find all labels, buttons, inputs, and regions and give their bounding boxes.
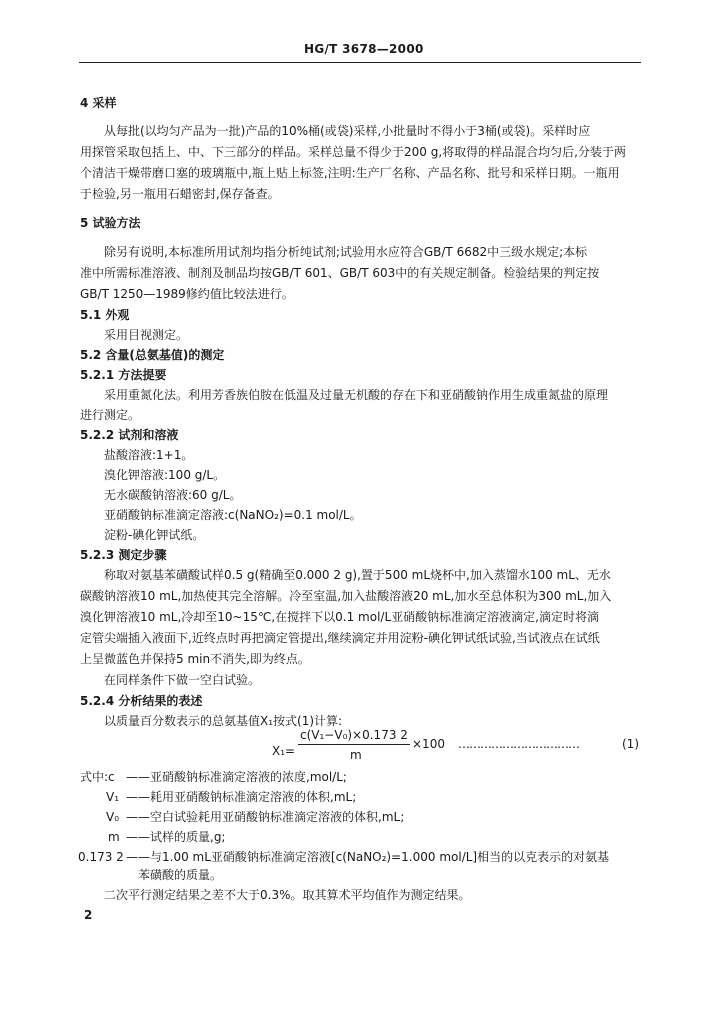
section-4-line: 于检验,另一瓶用石蜡密封,保存备查。: [80, 187, 280, 201]
section-5-title: 5 试验方法: [80, 216, 141, 230]
where-continuation: 苯磺酸的质量。: [138, 868, 223, 882]
reagent-item: 亚硝酸钠标准滴定溶液:c(NaNO₂)=0.1 mol/L。: [104, 508, 362, 522]
section-5-intro-line: GB/T 1250—1989修约值比较法进行。: [80, 287, 294, 301]
section-5-2-1-line: 采用重氮化法。利用芳香族伯胺在低温及过量无机酸的存在下和亚硝酸钠作用生成重氮盐的原理: [104, 388, 609, 402]
procedure-line: 上呈微蓝色并保持5 min不消失,即为终点。: [80, 652, 310, 666]
procedure-line: 称取对氨基苯磺酸试样0.5 g(精确至0.000 2 g),置于500 mL烧杯中,加入蒸馏水100 mL、无水: [104, 568, 611, 582]
reagent-item: 盐酸溶液:1+1。: [104, 448, 194, 462]
reagent-item: 溴化钾溶液:100 g/L。: [104, 468, 226, 482]
where-description: ——试样的质量,g;: [126, 830, 226, 844]
formula-fraction-bar: [298, 744, 410, 745]
where-symbol: 式中:c: [80, 770, 115, 784]
final-note: 二次平行测定结果之差不大于0.3%。取其算术平均值作为测定结果。: [104, 888, 471, 902]
section-5-intro-line: 准中所需标准溶液、制剂及制品均按GB/T 601、GB/T 603中的有关规定制备。检验结果的判定按: [80, 266, 600, 280]
section-4-line: 个清洁干燥带磨口塞的玻璃瓶中,瓶上贴上标签,注明:生产厂名称、产品名称、批号和采样日期。一瓶用: [80, 166, 620, 180]
where-symbol: 0.173 2: [78, 850, 124, 864]
where-symbol: V₁: [106, 790, 120, 804]
header-rule: [79, 62, 641, 63]
section-5-1-title: 5.1 外观: [80, 308, 130, 322]
doc-header-code: HG/T 3678—2000: [304, 42, 424, 56]
where-symbol: m: [108, 830, 120, 844]
result-intro: 以质量百分数表示的总氨基值X₁按式(1)计算:: [104, 714, 343, 728]
section-4-title: 4 采样: [80, 96, 117, 110]
where-description: ——亚硝酸钠标准滴定溶液的浓度,mol/L;: [126, 770, 347, 784]
section-5-2-1-line: 进行测定。: [80, 408, 141, 422]
reagent-item: 无水碳酸钠溶液:60 g/L。: [104, 488, 242, 502]
section-5-intro-line: 除另有说明,本标准所用试剂均指分析纯试剂;试验用水应符合GB/T 6682中三级水规定;本标: [104, 245, 588, 259]
reagent-item: 淀粉-碘化钾试纸。: [104, 528, 205, 542]
procedure-line: 定管尖端插入液面下,近终点时再把滴定管提出,继续滴定并用淀粉-碘化钾试纸试验,当试液点在试纸: [80, 631, 600, 645]
where-symbol: V₀: [106, 810, 120, 824]
section-4-line: 从每批(以均匀产品为一批)产品的10%桶(或袋)采样,小批量时不得小于3桶(或袋)。采样时应: [104, 124, 591, 138]
section-5-2-3-title: 5.2.3 测定步骤: [80, 548, 167, 562]
where-description: ——空白试验耗用亚硝酸钠标准滴定溶液的体积,mL;: [126, 810, 405, 824]
section-5-2-4-title: 5.2.4 分析结果的表述: [80, 694, 203, 708]
formula-leader: ……………………………: [458, 737, 579, 751]
section-5-1-text: 采用目视测定。: [104, 328, 189, 342]
section-5-2-title: 5.2 含量(总氨基值)的测定: [80, 348, 225, 362]
formula-lhs: X₁=: [272, 744, 296, 758]
formula-denominator: m: [350, 748, 362, 762]
formula-tail: ×100: [412, 737, 445, 751]
page-number: 2: [84, 908, 93, 922]
where-description: ——耗用亚硝酸钠标准滴定溶液的体积,mL;: [126, 790, 357, 804]
formula-number: (1): [622, 737, 639, 751]
section-4-line: 用探管采取包括上、中、下三部分的样品。采样总量不得少于200 g,将取得的样品混合均匀后,分装于两: [80, 145, 626, 159]
procedure-line: 溴化钾溶液10 mL,冷却至10~15℃,在搅拌下以0.1 mol/L亚硝酸钠标准滴定溶液滴定,滴定时将滴: [80, 610, 599, 624]
procedure-line: 碳酸钠溶液10 mL,加热使其完全溶解。冷至室温,加入盐酸溶液20 mL,加水至总体积为300 mL,加入: [80, 589, 612, 603]
formula-numerator: c(V₁−V₀)×0.173 2: [300, 728, 408, 742]
where-description: ——与1.00 mL亚硝酸钠标准滴定溶液[c(NaNO₂)=1.000 mol/L]相当的以克表示的对氨基: [126, 850, 610, 864]
section-5-2-2-title: 5.2.2 试剂和溶液: [80, 428, 179, 442]
blank-test-note: 在同样条件下做一空白试验。: [104, 673, 261, 687]
section-5-2-1-title: 5.2.1 方法提要: [80, 368, 167, 382]
